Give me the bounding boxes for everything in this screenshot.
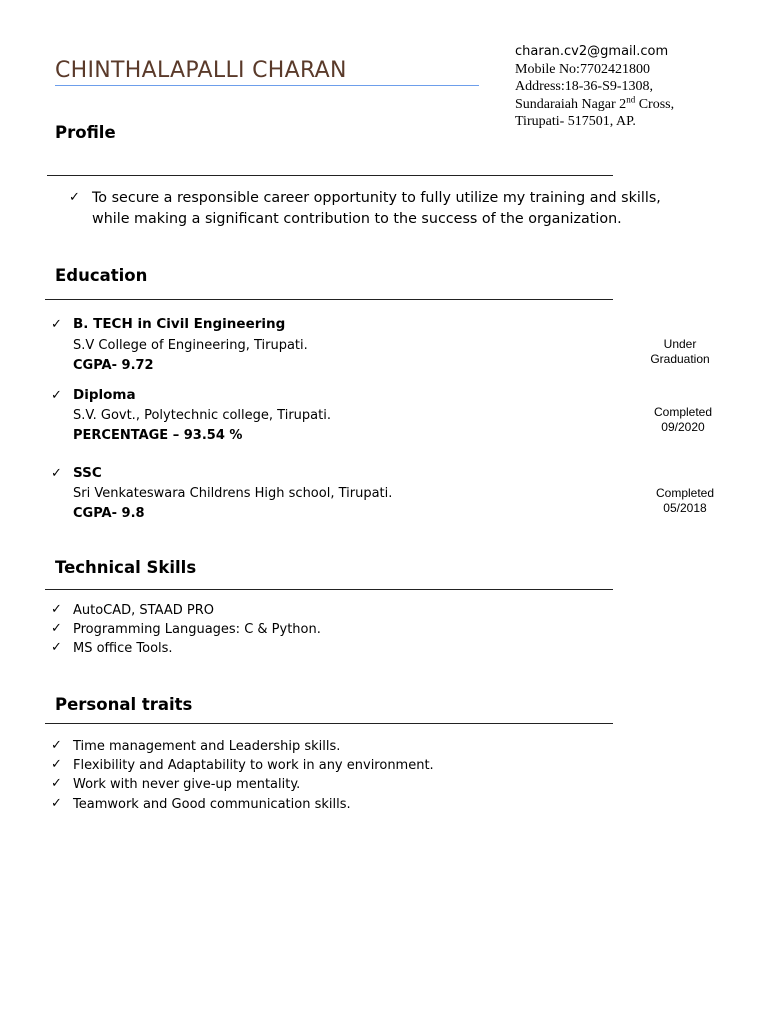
education-divider [45, 299, 613, 300]
education-score: CGPA- 9.8 [73, 506, 145, 521]
status-line-2: Graduation [650, 352, 710, 366]
education-score: CGPA- 9.72 [73, 358, 154, 373]
skill-item: Programming Languages: C & Python. [73, 622, 321, 637]
address-line-2-text: Sundaraiah Nagar 2 [515, 96, 627, 112]
technical-skills-heading: Technical Skills [55, 558, 197, 577]
skill-item: AutoCAD, STAAD PRO [73, 603, 215, 618]
contact-address-line-1: Address:18-36-S9-1308, [515, 79, 654, 94]
check-icon: ✓ [51, 602, 62, 617]
education-status [630, 486, 740, 516]
profile-objective: To secure a responsible career opportunity to fully utilize my training and skills, while making a significant contribution to the success of the organization. [92, 190, 661, 227]
check-icon: ✓ [51, 640, 62, 655]
contact-address-line-2 [515, 93, 675, 114]
profile-divider [47, 175, 613, 176]
education-title: B. TECH in Civil Engineering [73, 316, 286, 332]
education-heading: Education [55, 266, 148, 285]
profile-heading: Profile [55, 123, 116, 142]
trait-item: Time management and Leadership skills. [73, 739, 341, 754]
trait-item: Flexibility and Adaptability to work in any environment. [73, 758, 434, 773]
education-title: SSC [73, 465, 102, 481]
contact-address-line-3: Tirupati- 517501, AP. [515, 114, 636, 129]
check-icon: ✓ [51, 776, 62, 791]
candidate-name: CHINTHALAPALLI CHARAN [55, 58, 347, 83]
technical-skills-divider [45, 589, 613, 590]
contact-mobile: Mobile No:7702421800 [515, 61, 650, 77]
status-line-1: Under [663, 337, 697, 351]
education-status [628, 405, 738, 435]
address-ordinal-suffix: nd [626, 93, 636, 104]
check-icon: ✓ [51, 317, 62, 332]
contact-block [515, 43, 674, 131]
check-icon: ✓ [51, 388, 62, 403]
education-institution: S.V College of Engineering, Tirupati. [73, 338, 308, 353]
status-line-2: 05/2018 [663, 501, 707, 515]
personal-traits-heading: Personal traits [55, 695, 193, 714]
education-institution: S.V. Govt., Polytechnic college, Tirupati. [73, 408, 331, 423]
check-icon: ✓ [51, 757, 62, 772]
trait-item: Teamwork and Good communication skills. [73, 797, 351, 812]
contact-email: charan.cv2@gmail.com [515, 44, 669, 59]
name-underline [55, 85, 479, 86]
education-status [625, 337, 735, 367]
check-icon: ✓ [51, 621, 62, 636]
check-icon: ✓ [51, 796, 62, 811]
check-icon: ✓ [69, 190, 80, 205]
status-line-1: Completed [653, 405, 713, 419]
education-institution: Sri Venkateswara Childrens High school, Tirupati. [73, 486, 393, 501]
check-icon: ✓ [51, 738, 62, 753]
address-line-2-tail: Cross, [635, 96, 675, 112]
trait-item: Work with never give-up mentality. [73, 777, 301, 792]
skill-item: MS office Tools. [73, 641, 173, 656]
personal-traits-divider [45, 723, 613, 724]
education-score: PERCENTAGE – 93.54 % [73, 428, 243, 443]
status-line-1: Completed [655, 486, 715, 500]
check-icon: ✓ [51, 466, 62, 481]
education-title: Diploma [73, 387, 136, 403]
status-line-2: 09/2020 [661, 420, 705, 434]
